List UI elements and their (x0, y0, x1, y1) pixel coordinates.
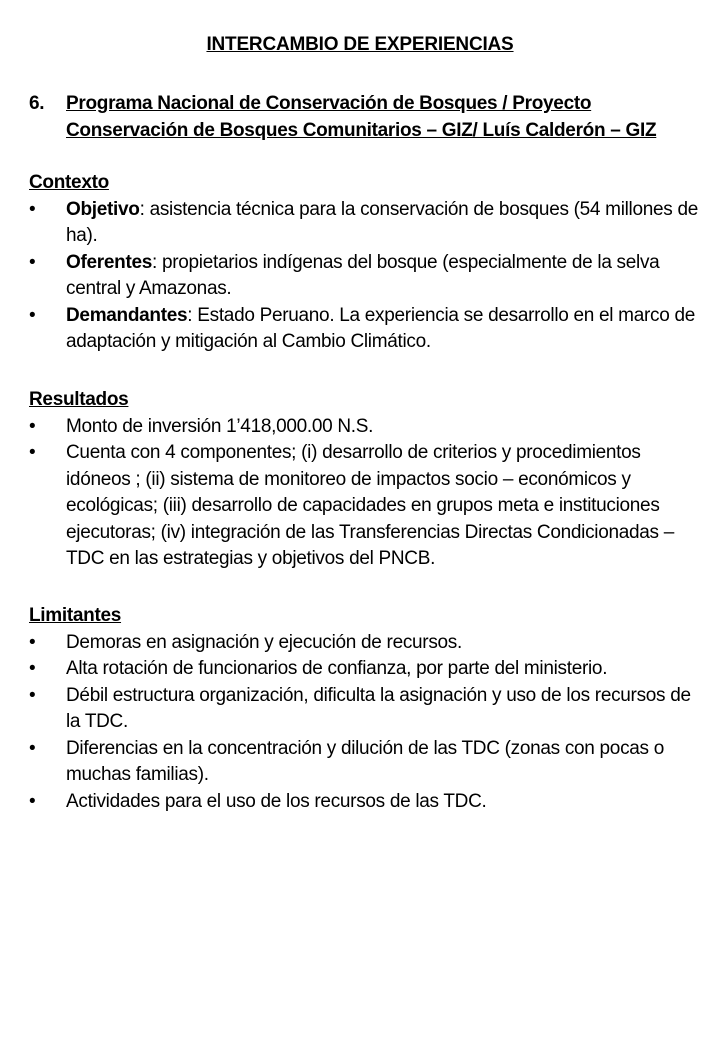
limitantes-list (29, 630, 709, 816)
item-text: Diferencias en la concentración y dilución de las TDC (zonas con pocas o muchas familias). (66, 737, 664, 785)
list-item (29, 250, 709, 303)
bullet-icon: • (29, 415, 36, 437)
item-text: Alta rotación de funcionarios de confianza, por parte del ministerio. (66, 658, 608, 679)
item-number: 6. (29, 93, 45, 114)
item-text: : Estado Peruano. La experiencia se desarrollo en el marco de adaptación y mitigación al Cambio Climático. (66, 304, 695, 352)
list-item (29, 656, 709, 683)
bullet-icon: • (29, 198, 36, 220)
contexto-list (29, 197, 709, 356)
item-text: : propietarios indígenas del bosque (especialmente de la selva central y Amazonas. (66, 251, 660, 299)
item-label: Objetivo (66, 198, 140, 220)
list-item (29, 630, 709, 657)
bullet-icon: • (29, 304, 36, 326)
list-item (29, 789, 709, 816)
item-label: Oferentes (66, 251, 153, 273)
bullet-icon: • (29, 658, 36, 679)
list-item (29, 303, 709, 356)
section-limitantes (29, 603, 709, 815)
item-label: Demandantes (66, 304, 188, 326)
resultados-list (29, 414, 709, 573)
item-text: : asistencia técnica para la conservación de bosques (54 millones de ha). (66, 198, 698, 246)
bullet-icon: • (29, 251, 36, 273)
bullet-icon: • (29, 684, 36, 706)
item-title: Programa Nacional de Conservación de Bosques / Proyecto Conservación de Bosques Comunitarios – GIZ/ Luís Calderón – GIZ (66, 93, 657, 141)
list-item (29, 414, 709, 441)
list-item (29, 197, 709, 250)
section-heading-contexto: Contexto (29, 172, 109, 193)
list-item (29, 683, 709, 736)
list-item (29, 736, 709, 789)
item-text: Monto de inversión 1’418,000.00 N.S. (66, 415, 374, 437)
item-text: Cuenta con 4 componentes; (i) desarrollo de criterios y procedimientos idóneos ; (ii) sistema de monitoreo de impactos socio – económicos y ecológicas; (iii) desarrollo de capacidades en grupos meta e instituciones ejecutoras; (iv) integración de las Transferencias Directas Condicionadas – TDC en las estrategias y objetivos del PNCB. (66, 442, 674, 569)
bullet-icon: • (29, 790, 36, 812)
section-contexto (29, 170, 709, 356)
bullet-icon: • (29, 737, 36, 759)
section-heading-limitantes: Limitantes (29, 605, 122, 626)
section-heading-resultados: Resultados (29, 389, 129, 410)
numbered-item (29, 90, 699, 144)
item-text: Débil estructura organización, dificulta la asignación y uso de los recursos de la TDC. (66, 684, 691, 732)
bullet-icon: • (29, 631, 36, 653)
item-text: Actividades para el uso de los recursos de las TDC. (66, 790, 487, 812)
item-text: Demoras en asignación y ejecución de recursos. (66, 631, 462, 653)
list-item (29, 440, 709, 573)
bullet-icon: • (29, 442, 36, 463)
page-title: INTERCAMBIO DE EXPERIENCIAS (206, 34, 514, 55)
section-resultados (29, 387, 709, 573)
